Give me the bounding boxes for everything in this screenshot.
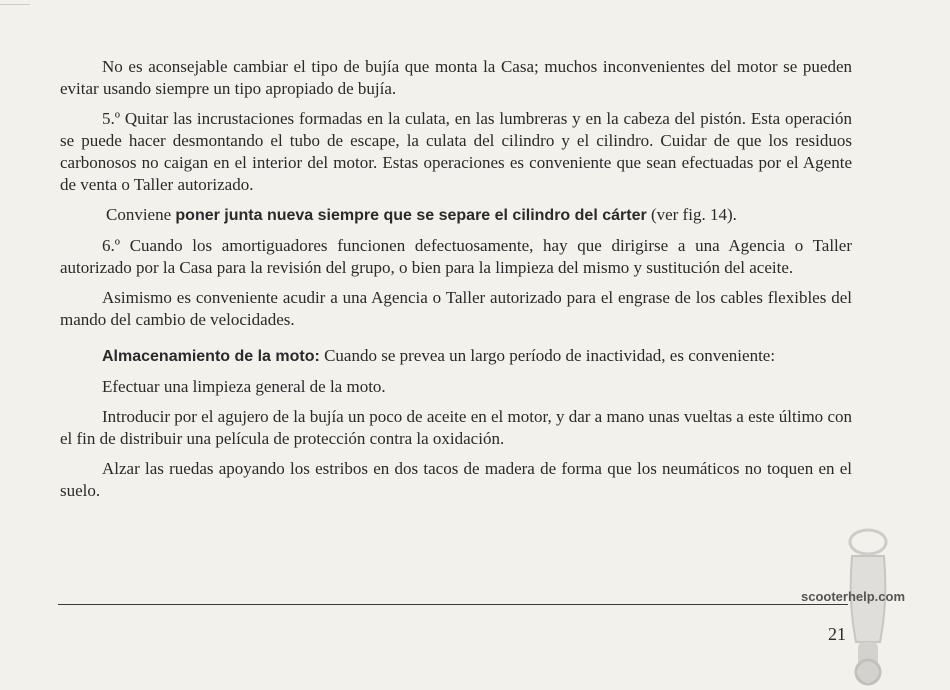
body-text <box>60 56 852 510</box>
paragraph-gasket <box>60 204 852 227</box>
gasket-text-post: (ver fig. 14). <box>646 205 737 224</box>
scan-mark <box>0 4 30 5</box>
footer-rule <box>58 604 848 605</box>
paragraph-wheels: Alzar las ruedas apoyando los estribos en dos tacos de madera de forma que los neumáticos no toquen en el suelo. <box>60 459 852 500</box>
paragraph-oil: Introducir por el agujero de la bujía un poco de aceite en el motor, y dar a mano unas vueltas a este último con el fin de distribuir una película de protección contra la oxidación. <box>60 407 852 448</box>
storage-heading: Almacenamiento de la moto: <box>102 348 320 365</box>
storage-text: Cuando se prevea un largo período de inactividad, es conveniente: <box>319 346 776 365</box>
watermark: scooterhelp.com <box>801 589 906 604</box>
page-number: 21 <box>828 624 846 644</box>
gasket-bold-text: poner junta nueva siempre que se separe el cilindro del cárter <box>175 207 647 224</box>
paragraph-spark-plug: No es aconsejable cambiar el tipo de bujía que monta la Casa; muchos inconvenientes del motor se pueden evitar usando siempre un tipo apropiado de bujía. <box>60 57 852 98</box>
gasket-text-pre: Conviene <box>106 205 176 224</box>
paragraph-step-5: 5.º Quitar las incrustaciones formadas en la culata, en las lumbreras y en la cabeza del pistón. Esta operación se puede hacer desmontando el tubo de escape, la culata del cilindro y el cilindro. Cuidar de que los residuos carbonosos no caigan en el interior del motor. Estas operaciones es conveniente que sean efectuadas por el Agente de venta o Taller autorizado. <box>60 109 852 194</box>
paragraph-storage <box>60 345 852 368</box>
scooter-logo-icon <box>838 522 898 690</box>
paragraph-cables: Asimismo es conveniente acudir a una Agencia o Taller autorizado para el engrase de los cables flexibles del mando del cambio de velocidades. <box>60 288 852 329</box>
paragraph-clean: Efectuar una limpieza general de la moto. <box>102 377 386 396</box>
paragraph-step-6: 6.º Cuando los amortiguadores funcionen defectuosamente, hay que dirigirse a una Agencia o Taller autorizado por la Casa para la revisión del grupo, o bien para la limpieza del mismo y sustitución del aceite. <box>60 236 852 277</box>
